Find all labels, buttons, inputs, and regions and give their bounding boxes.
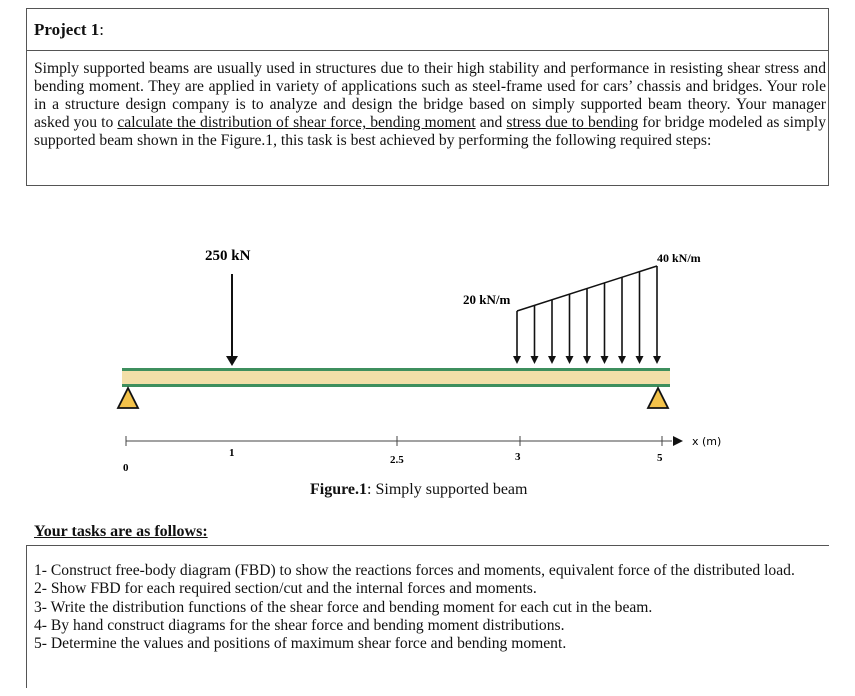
point-load-label: 250 kN: [205, 248, 251, 264]
task-item-1: 1- Construct free-body diagram (FBD) to show the reactions forces and moments, equivalent force of the distributed load.: [34, 562, 795, 579]
title-colon: :: [99, 20, 105, 39]
dist-load-arrowhead: [548, 356, 556, 364]
right-support: [648, 388, 668, 408]
task-item-4: 4- By hand construct diagrams for the shear force and bending moment distributions.: [34, 616, 565, 634]
dist-load-arrows: [513, 266, 661, 364]
caption-rest: : Simply supported beam: [367, 481, 528, 498]
task-item-2: 2- Show FBD for each required section/cut and the internal forces and moments.: [34, 580, 537, 598]
beam-bottom-edge: [122, 384, 670, 387]
x-axis-arrowhead: [673, 436, 683, 446]
x-axis-label: x (m): [692, 435, 722, 448]
intro-part1: Simply supported beams are usually used in structures due to their high stability and performance in resisting shear stress and bending moment. They are applied in variety of applications such as steel-frame used for cars’ chassis and bridges. Your role in a structure design company is to analyze and design the bridge based on simply supported beam theory. Your manager asked you to: [34, 60, 826, 132]
tasks-title: Your tasks are as follows:: [34, 523, 208, 540]
dist-load-arrowhead: [601, 356, 609, 364]
dist-load-arrowhead: [531, 356, 539, 364]
tick-label-2-5: 2.5: [390, 454, 404, 466]
intro-part2: and: [475, 114, 507, 132]
task-item-3: 3- Write the distribution functions of the shear force and bending moment for each cut in the beam.: [34, 598, 653, 616]
left-support: [118, 388, 138, 408]
dist-load-low-label: 20 kN/m: [463, 292, 511, 307]
beam-body: [122, 371, 670, 384]
tick-label-1: 1: [229, 447, 235, 459]
point-load-arrowhead: [226, 356, 238, 366]
dist-load-high-label: 40 kN/m: [657, 251, 701, 265]
beam-top-edge: [122, 368, 670, 371]
tasks-list: [34, 562, 826, 653]
caption-bold: Figure.1: [310, 481, 368, 498]
dist-load-arrowhead: [653, 356, 661, 364]
tick-label-0: 0: [123, 462, 129, 474]
figure-caption: [310, 481, 527, 499]
intro-underline-2: stress due to bending: [506, 114, 639, 132]
intro-underline-1: calculate the distribution of shear force, bending moment: [117, 114, 476, 132]
title-bold: Project 1: [34, 20, 100, 39]
dist-load-arrowhead: [513, 356, 521, 364]
task-item-5: 5- Determine the values and positions of maximum shear force and bending moment.: [34, 635, 567, 653]
dist-load-arrowhead: [583, 356, 591, 364]
tick-label-3: 3: [515, 451, 521, 463]
intro-part3: for bridge modeled as simply supported beam shown in the Figure.1, this task is best achieved by performing the following required steps:: [34, 114, 826, 150]
dist-load-arrowhead: [566, 356, 574, 364]
dist-load-arrowhead: [636, 356, 644, 364]
dist-load-arrowhead: [618, 356, 626, 364]
tick-label-5: 5: [657, 452, 663, 464]
